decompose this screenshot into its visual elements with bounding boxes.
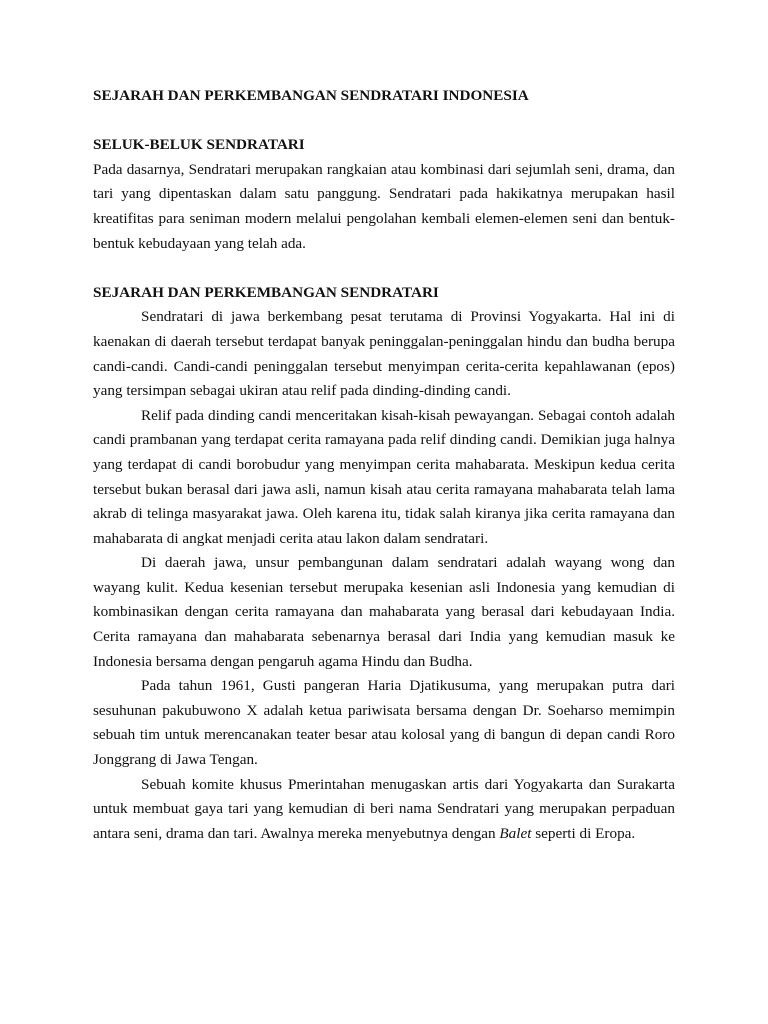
document-title: SEJARAH DAN PERKEMBANGAN SENDRATARI INDONESIA [93, 87, 529, 104]
paragraph-seluk-beluk: Pada dasarnya, Sendratari merupakan rangkaian atau kombinasi dari sejumlah seni, drama, dan tari yang dipentaskan dalam satu panggung. Sendratari pada hakikatnya merupakan hasil kreatifitas para seniman modern melalui pengolahan kembali elemen-elemen seni dan bentuk-bentuk kebudayaan yang telah ada. [93, 160, 675, 252]
paragraph-sejarah-4: Pada tahun 1961, Gusti pangeran Haria Djatikusuma, yang merupakan putra dari sesuhunan pakubuwono X adalah ketua pariwisata bersama dengan Dr. Soeharso memimpin sebuah tim untuk merencanakan teater besar atau kolosal yang di bangun di depan candi Roro Jonggrang di Jawa Tengan. [93, 677, 675, 769]
paragraph-spacer [93, 256, 675, 281]
paragraph-sejarah-5 [93, 773, 675, 847]
paragraph-text: Sebuah komite khusus Pmerintahan menugaskan artis dari Yogyakarta dan Surakarta untuk membuat gaya tari yang kemudian di beri nama Sendratari yang merupakan perpaduan antara seni, drama dan tari. Awalnya mereka menyebutnya dengan [93, 775, 675, 842]
section-heading-sejarah: SEJARAH DAN PERKEMBANGAN SENDRATARI [93, 283, 439, 301]
section-heading-seluk-beluk: SELUK-BELUK SENDRATARI [93, 136, 305, 154]
paragraph-sejarah-1: Sendratari di jawa berkembang pesat terutama di Provinsi Yogyakarta. Hal ini di kaenakan di daerah tersebut terdapat banyak peninggalan-peninggalan hindu dan budha berupa candi-candi. Candi-candi peninggalan tersebut menyimpan cerita-cerita kepahlawanan (epos) yang tersimpan sebagai ukiran atau relif pada dinding-dinding candi. [93, 308, 675, 400]
paragraph-sejarah-2: Relif pada dinding candi menceritakan kisah-kisah pewayangan. Sebagai contoh adalah candi prambanan yang terdapat cerita ramayana pada relif dinding candi. Demikian juga halnya yang terdapat di candi borobudur yang menyimpan cerita mahabarata. Meskipun kedua cerita tersebut bukan berasal dari jawa asli, namun kisah atau cerita ramayana mahabarata telah lama akrab di telinga masyarakat jawa. Oleh karena itu, tidak salah kiranya jika cerita ramayana dan mahabarata di angkat menjadi cerita atau lakon dalam sendratari. [93, 406, 675, 547]
italic-term: Balet [499, 824, 532, 842]
document-page [93, 84, 675, 846]
paragraph-text: seperti di Eropa. [531, 824, 636, 842]
paragraph-sejarah-3: Di daerah jawa, unsur pembangunan dalam sendratari adalah wayang wong dan wayang kulit. Kedua kesenian tersebut merupaka kesenian asli Indonesia yang kemudian di kombinasikan dengan cerita ramayana dan mahabarata yang berasal dari kebudayaan India. Cerita ramayana dan mahabarata sebenarnya berasal dari India yang kemudian masuk ke Indonesia bersama dengan pengaruh agama Hindu dan Budha. [93, 554, 675, 670]
